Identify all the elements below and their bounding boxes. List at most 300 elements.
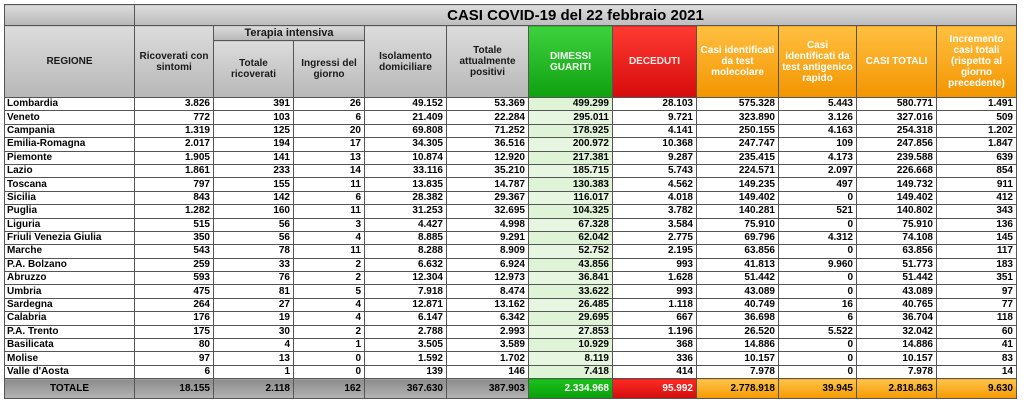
cell-dimessi-guariti: 10.929 (529, 339, 613, 352)
cell-casi-totali: 10.157 (857, 352, 937, 365)
cell-casi-totali: 149.402 (857, 191, 937, 204)
cell-dimessi-guariti: 104.325 (529, 205, 613, 218)
cell-regione: Valle d'Aosta (5, 365, 135, 378)
cell-totale-attualmente-positivi: 8.909 (447, 245, 529, 258)
cell-isolamento-domiciliare: 13.835 (365, 178, 447, 191)
cell-totale-attualmente-positivi: 146 (447, 365, 529, 378)
cell-ingressi-del-giorno: 4 (294, 298, 365, 311)
cell-casi-test-molecolare: 149.402 (697, 191, 779, 204)
header-dimessi-guariti: DIMESSI GUARITI (529, 26, 613, 98)
table-row (5, 298, 1017, 311)
cell-casi-test-molecolare: 63.856 (697, 245, 779, 258)
cell-casi-test-molecolare: 51.442 (697, 272, 779, 285)
cell-deceduti: 3.584 (613, 218, 697, 231)
cell-casi-totali: 51.442 (857, 272, 937, 285)
cell-deceduti: 1.118 (613, 298, 697, 311)
cell-dimessi-guariti: 116.017 (529, 191, 613, 204)
header-totale-attualmente-positivi: Totale attualmente positivi (447, 26, 529, 98)
cell-totale-attualmente-positivi: 14.787 (447, 178, 529, 191)
total-totale-attualmente-positivi: 387.903 (447, 379, 529, 399)
header-terapia-intensiva: Terapia intensiva (214, 26, 365, 41)
cell-totale-attualmente-positivi: 32.695 (447, 205, 529, 218)
cell-incremento-casi: 1.202 (937, 124, 1017, 137)
table-row (5, 365, 1017, 378)
cell-deceduti: 5.743 (613, 164, 697, 177)
table-row (5, 138, 1017, 151)
cell-isolamento-domiciliare: 69.808 (365, 124, 447, 137)
cell-ricoverati-con-sintomi: 350 (135, 231, 214, 244)
cell-ricoverati-con-sintomi: 97 (135, 352, 214, 365)
cell-totale-ricoverati: 13 (214, 352, 294, 365)
header-isolamento-domiciliare: Isolamento domiciliare (365, 26, 447, 98)
cell-incremento-casi: 83 (937, 352, 1017, 365)
cell-ingressi-del-giorno: 11 (294, 205, 365, 218)
cell-casi-test-antigenico: 0 (779, 365, 857, 378)
cell-isolamento-domiciliare: 31.253 (365, 205, 447, 218)
cell-casi-test-antigenico: 16 (779, 298, 857, 311)
cell-casi-test-molecolare: 10.157 (697, 352, 779, 365)
cell-regione: Veneto (5, 111, 135, 124)
cell-ingressi-del-giorno: 4 (294, 231, 365, 244)
cell-incremento-casi: 145 (937, 231, 1017, 244)
cell-ingressi-del-giorno: 11 (294, 178, 365, 191)
cell-casi-test-molecolare: 149.235 (697, 178, 779, 191)
cell-isolamento-domiciliare: 12.871 (365, 298, 447, 311)
cell-deceduti: 28.103 (613, 98, 697, 111)
cell-isolamento-domiciliare: 139 (365, 365, 447, 378)
cell-totale-ricoverati: 391 (214, 98, 294, 111)
cell-isolamento-domiciliare: 3.505 (365, 339, 447, 352)
cell-dimessi-guariti: 130.383 (529, 178, 613, 191)
cell-incremento-casi: 1.847 (937, 138, 1017, 151)
cell-totale-attualmente-positivi: 12.973 (447, 272, 529, 285)
cell-casi-test-antigenico: 3.126 (779, 111, 857, 124)
cell-incremento-casi: 412 (937, 191, 1017, 204)
cell-casi-totali: 36.704 (857, 312, 937, 325)
cell-ingressi-del-giorno: 2 (294, 272, 365, 285)
cell-regione: Marche (5, 245, 135, 258)
cell-regione: Campania (5, 124, 135, 137)
header-casi-totali: CASI TOTALI (857, 26, 937, 98)
cell-incremento-casi: 41 (937, 339, 1017, 352)
cell-regione: Calabria (5, 312, 135, 325)
cell-dimessi-guariti: 200.972 (529, 138, 613, 151)
header-ingressi-del-giorno: Ingressi del giorno (294, 41, 365, 98)
cell-totale-attualmente-positivi: 12.920 (447, 151, 529, 164)
cell-dimessi-guariti: 27.853 (529, 325, 613, 338)
cell-deceduti: 4.141 (613, 124, 697, 137)
total-casi-test-antigenico: 39.945 (779, 379, 857, 399)
cell-totale-ricoverati: 233 (214, 164, 294, 177)
cell-totale-ricoverati: 27 (214, 298, 294, 311)
cell-dimessi-guariti: 26.485 (529, 298, 613, 311)
totals-row (5, 379, 1017, 399)
cell-dimessi-guariti: 33.622 (529, 285, 613, 298)
cell-regione: Piemonte (5, 151, 135, 164)
cell-totale-ricoverati: 103 (214, 111, 294, 124)
cell-casi-test-molecolare: 224.571 (697, 164, 779, 177)
cell-casi-test-molecolare: 323.890 (697, 111, 779, 124)
cell-deceduti: 3.782 (613, 205, 697, 218)
cell-ricoverati-con-sintomi: 475 (135, 285, 214, 298)
cell-casi-totali: 239.588 (857, 151, 937, 164)
cell-casi-totali: 14.886 (857, 339, 937, 352)
cell-casi-test-molecolare: 75.910 (697, 218, 779, 231)
totals-label: TOTALE (5, 379, 135, 399)
cell-regione: Basilicata (5, 339, 135, 352)
cell-ingressi-del-giorno: 6 (294, 191, 365, 204)
cell-isolamento-domiciliare: 8.885 (365, 231, 447, 244)
cell-totale-attualmente-positivi: 4.998 (447, 218, 529, 231)
cell-casi-test-antigenico: 497 (779, 178, 857, 191)
cell-ingressi-del-giorno: 20 (294, 124, 365, 137)
table-row (5, 325, 1017, 338)
covid-cases-table (4, 4, 1017, 399)
cell-regione: Lombardia (5, 98, 135, 111)
cell-casi-test-antigenico: 0 (779, 272, 857, 285)
cell-totale-ricoverati: 194 (214, 138, 294, 151)
table-row (5, 164, 1017, 177)
header-deceduti: DECEDUTI (613, 26, 697, 98)
header-regione: REGIONE (5, 26, 135, 98)
cell-totale-attualmente-positivi: 35.210 (447, 164, 529, 177)
cell-ingressi-del-giorno: 26 (294, 98, 365, 111)
cell-ricoverati-con-sintomi: 80 (135, 339, 214, 352)
cell-totale-ricoverati: 30 (214, 325, 294, 338)
cell-regione: P.A. Trento (5, 325, 135, 338)
cell-casi-totali: 149.732 (857, 178, 937, 191)
cell-deceduti: 4.562 (613, 178, 697, 191)
cell-casi-totali: 43.089 (857, 285, 937, 298)
cell-ricoverati-con-sintomi: 1.905 (135, 151, 214, 164)
cell-ricoverati-con-sintomi: 1.319 (135, 124, 214, 137)
cell-ricoverati-con-sintomi: 1.861 (135, 164, 214, 177)
cell-regione: Liguria (5, 218, 135, 231)
cell-ricoverati-con-sintomi: 259 (135, 258, 214, 271)
table-title: CASI COVID-19 del 22 febbraio 2021 (135, 5, 1017, 26)
cell-casi-test-molecolare: 247.747 (697, 138, 779, 151)
cell-casi-test-antigenico: 2.097 (779, 164, 857, 177)
cell-ricoverati-con-sintomi: 2.017 (135, 138, 214, 151)
cell-isolamento-domiciliare: 21.409 (365, 111, 447, 124)
cell-ricoverati-con-sintomi: 797 (135, 178, 214, 191)
total-casi-test-molecolare: 2.778.918 (697, 379, 779, 399)
cell-deceduti: 414 (613, 365, 697, 378)
cell-casi-test-molecolare: 14.886 (697, 339, 779, 352)
cell-isolamento-domiciliare: 12.304 (365, 272, 447, 285)
cell-casi-totali: 74.108 (857, 231, 937, 244)
cell-totale-ricoverati: 1 (214, 365, 294, 378)
table-row (5, 111, 1017, 124)
cell-casi-totali: 226.668 (857, 164, 937, 177)
table-row (5, 285, 1017, 298)
table-row (5, 352, 1017, 365)
cell-totale-attualmente-positivi: 1.702 (447, 352, 529, 365)
total-isolamento-domiciliare: 367.630 (365, 379, 447, 399)
cell-dimessi-guariti: 178.925 (529, 124, 613, 137)
table-row (5, 124, 1017, 137)
cell-casi-test-molecolare: 69.796 (697, 231, 779, 244)
cell-totale-ricoverati: 19 (214, 312, 294, 325)
cell-casi-totali: 40.765 (857, 298, 937, 311)
cell-isolamento-domiciliare: 6.147 (365, 312, 447, 325)
cell-ricoverati-con-sintomi: 176 (135, 312, 214, 325)
cell-ricoverati-con-sintomi: 175 (135, 325, 214, 338)
cell-ingressi-del-giorno: 1 (294, 339, 365, 352)
cell-totale-ricoverati: 155 (214, 178, 294, 191)
cell-dimessi-guariti: 62.042 (529, 231, 613, 244)
table-row (5, 272, 1017, 285)
cell-casi-totali: 63.856 (857, 245, 937, 258)
cell-deceduti: 4.018 (613, 191, 697, 204)
cell-isolamento-domiciliare: 28.382 (365, 191, 447, 204)
total-ingressi-del-giorno: 162 (294, 379, 365, 399)
cell-ingressi-del-giorno: 0 (294, 365, 365, 378)
cell-incremento-casi: 136 (937, 218, 1017, 231)
cell-deceduti: 9.721 (613, 111, 697, 124)
cell-incremento-casi: 854 (937, 164, 1017, 177)
cell-totale-ricoverati: 141 (214, 151, 294, 164)
cell-dimessi-guariti: 52.752 (529, 245, 613, 258)
cell-casi-test-antigenico: 0 (779, 339, 857, 352)
cell-deceduti: 1.196 (613, 325, 697, 338)
cell-casi-totali: 327.016 (857, 111, 937, 124)
cell-ricoverati-con-sintomi: 593 (135, 272, 214, 285)
total-dimessi-guariti: 2.334.968 (529, 379, 613, 399)
cell-totale-ricoverati: 33 (214, 258, 294, 271)
cell-regione: Sardegna (5, 298, 135, 311)
table-corner (5, 5, 135, 26)
cell-casi-test-antigenico: 4.173 (779, 151, 857, 164)
cell-deceduti: 2.775 (613, 231, 697, 244)
cell-ingressi-del-giorno: 2 (294, 258, 365, 271)
cell-deceduti: 9.287 (613, 151, 697, 164)
cell-deceduti: 993 (613, 258, 697, 271)
cell-totale-attualmente-positivi: 6.342 (447, 312, 529, 325)
cell-ricoverati-con-sintomi: 6 (135, 365, 214, 378)
cell-casi-test-antigenico: 0 (779, 191, 857, 204)
cell-casi-test-molecolare: 235.415 (697, 151, 779, 164)
cell-casi-totali: 51.773 (857, 258, 937, 271)
cell-ingressi-del-giorno: 3 (294, 218, 365, 231)
cell-dimessi-guariti: 217.381 (529, 151, 613, 164)
cell-dimessi-guariti: 67.328 (529, 218, 613, 231)
cell-casi-test-molecolare: 140.281 (697, 205, 779, 218)
cell-ingressi-del-giorno: 4 (294, 312, 365, 325)
cell-casi-test-molecolare: 36.698 (697, 312, 779, 325)
cell-incremento-casi: 1.491 (937, 98, 1017, 111)
cell-casi-totali: 580.771 (857, 98, 937, 111)
cell-totale-ricoverati: 56 (214, 218, 294, 231)
cell-casi-totali: 75.910 (857, 218, 937, 231)
cell-totale-ricoverati: 142 (214, 191, 294, 204)
cell-dimessi-guariti: 185.715 (529, 164, 613, 177)
cell-totale-attualmente-positivi: 29.367 (447, 191, 529, 204)
table-row (5, 205, 1017, 218)
cell-casi-test-molecolare: 40.749 (697, 298, 779, 311)
header-ricoverati-con-sintomi: Ricoverati con sintomi (135, 26, 214, 98)
cell-casi-test-antigenico: 521 (779, 205, 857, 218)
cell-totale-attualmente-positivi: 6.924 (447, 258, 529, 271)
cell-dimessi-guariti: 7.418 (529, 365, 613, 378)
cell-regione: Abruzzo (5, 272, 135, 285)
cell-deceduti: 667 (613, 312, 697, 325)
cell-totale-ricoverati: 160 (214, 205, 294, 218)
cell-isolamento-domiciliare: 7.918 (365, 285, 447, 298)
cell-totale-attualmente-positivi: 8.474 (447, 285, 529, 298)
cell-dimessi-guariti: 29.695 (529, 312, 613, 325)
cell-ingressi-del-giorno: 14 (294, 164, 365, 177)
cell-incremento-casi: 911 (937, 178, 1017, 191)
cell-regione: Puglia (5, 205, 135, 218)
cell-totale-attualmente-positivi: 3.589 (447, 339, 529, 352)
cell-totale-attualmente-positivi: 53.369 (447, 98, 529, 111)
cell-incremento-casi: 77 (937, 298, 1017, 311)
cell-isolamento-domiciliare: 8.288 (365, 245, 447, 258)
table-row (5, 258, 1017, 271)
cell-casi-totali: 7.978 (857, 365, 937, 378)
cell-incremento-casi: 14 (937, 365, 1017, 378)
cell-totale-ricoverati: 81 (214, 285, 294, 298)
cell-incremento-casi: 639 (937, 151, 1017, 164)
cell-incremento-casi: 97 (937, 285, 1017, 298)
cell-ingressi-del-giorno: 6 (294, 111, 365, 124)
cell-totale-ricoverati: 125 (214, 124, 294, 137)
cell-incremento-casi: 509 (937, 111, 1017, 124)
cell-casi-test-molecolare: 575.328 (697, 98, 779, 111)
table-row (5, 231, 1017, 244)
cell-casi-test-antigenico: 0 (779, 218, 857, 231)
cell-regione: Toscana (5, 178, 135, 191)
cell-ingressi-del-giorno: 2 (294, 325, 365, 338)
cell-totale-ricoverati: 4 (214, 339, 294, 352)
cell-regione: Umbria (5, 285, 135, 298)
cell-dimessi-guariti: 8.119 (529, 352, 613, 365)
table-body (5, 98, 1017, 379)
total-totale-ricoverati: 2.118 (214, 379, 294, 399)
cell-deceduti: 2.195 (613, 245, 697, 258)
cell-casi-test-antigenico: 5.443 (779, 98, 857, 111)
cell-casi-totali: 140.802 (857, 205, 937, 218)
cell-casi-totali: 254.318 (857, 124, 937, 137)
cell-dimessi-guariti: 295.011 (529, 111, 613, 124)
cell-casi-totali: 247.856 (857, 138, 937, 151)
cell-casi-test-molecolare: 7.978 (697, 365, 779, 378)
cell-casi-test-antigenico: 0 (779, 245, 857, 258)
cell-isolamento-domiciliare: 2.788 (365, 325, 447, 338)
cell-incremento-casi: 183 (937, 258, 1017, 271)
total-incremento-casi: 9.630 (937, 379, 1017, 399)
cell-ricoverati-con-sintomi: 264 (135, 298, 214, 311)
cell-regione: P.A. Bolzano (5, 258, 135, 271)
cell-casi-test-antigenico: 0 (779, 352, 857, 365)
cell-totale-attualmente-positivi: 71.252 (447, 124, 529, 137)
cell-ricoverati-con-sintomi: 543 (135, 245, 214, 258)
cell-casi-test-antigenico: 9.960 (779, 258, 857, 271)
cell-incremento-casi: 351 (937, 272, 1017, 285)
cell-incremento-casi: 117 (937, 245, 1017, 258)
table-row (5, 339, 1017, 352)
total-casi-totali: 2.818.863 (857, 379, 937, 399)
cell-totale-attualmente-positivi: 2.993 (447, 325, 529, 338)
cell-casi-test-antigenico: 4.312 (779, 231, 857, 244)
cell-regione: Emilia-Romagna (5, 138, 135, 151)
cell-casi-test-molecolare: 43.089 (697, 285, 779, 298)
cell-totale-attualmente-positivi: 13.162 (447, 298, 529, 311)
cell-totale-ricoverati: 78 (214, 245, 294, 258)
cell-casi-test-antigenico: 4.163 (779, 124, 857, 137)
table-row (5, 191, 1017, 204)
header-incremento-casi: Incremento casi totali (rispetto al giorno precedente) (937, 26, 1017, 98)
cell-isolamento-domiciliare: 6.632 (365, 258, 447, 271)
cell-isolamento-domiciliare: 33.116 (365, 164, 447, 177)
cell-ricoverati-con-sintomi: 515 (135, 218, 214, 231)
cell-casi-test-antigenico: 0 (779, 285, 857, 298)
cell-deceduti: 993 (613, 285, 697, 298)
cell-dimessi-guariti: 36.841 (529, 272, 613, 285)
cell-totale-ricoverati: 56 (214, 231, 294, 244)
total-ricoverati-con-sintomi: 18.155 (135, 379, 214, 399)
cell-regione: Sicilia (5, 191, 135, 204)
cell-isolamento-domiciliare: 10.874 (365, 151, 447, 164)
cell-deceduti: 336 (613, 352, 697, 365)
cell-ingressi-del-giorno: 0 (294, 352, 365, 365)
cell-incremento-casi: 118 (937, 312, 1017, 325)
cell-casi-totali: 32.042 (857, 325, 937, 338)
cell-isolamento-domiciliare: 1.592 (365, 352, 447, 365)
cell-isolamento-domiciliare: 4.427 (365, 218, 447, 231)
cell-incremento-casi: 60 (937, 325, 1017, 338)
cell-dimessi-guariti: 499.299 (529, 98, 613, 111)
cell-isolamento-domiciliare: 34.305 (365, 138, 447, 151)
table-row (5, 245, 1017, 258)
table-row (5, 312, 1017, 325)
cell-totale-attualmente-positivi: 9.291 (447, 231, 529, 244)
cell-casi-test-antigenico: 5.522 (779, 325, 857, 338)
cell-ingressi-del-giorno: 5 (294, 285, 365, 298)
table-row (5, 98, 1017, 111)
cell-ricoverati-con-sintomi: 772 (135, 111, 214, 124)
cell-ingressi-del-giorno: 13 (294, 151, 365, 164)
cell-isolamento-domiciliare: 49.152 (365, 98, 447, 111)
cell-deceduti: 10.368 (613, 138, 697, 151)
cell-incremento-casi: 343 (937, 205, 1017, 218)
cell-casi-test-molecolare: 250.155 (697, 124, 779, 137)
cell-totale-ricoverati: 76 (214, 272, 294, 285)
header-casi-test-antigenico: Casi identificati da test antigenico rapido (779, 26, 857, 98)
cell-regione: Molise (5, 352, 135, 365)
cell-totale-attualmente-positivi: 22.284 (447, 111, 529, 124)
cell-regione: Lazio (5, 164, 135, 177)
cell-casi-test-antigenico: 6 (779, 312, 857, 325)
cell-casi-test-molecolare: 26.520 (697, 325, 779, 338)
total-deceduti: 95.992 (613, 379, 697, 399)
cell-casi-test-antigenico: 109 (779, 138, 857, 151)
cell-regione: Friuli Venezia Giulia (5, 231, 135, 244)
cell-ricoverati-con-sintomi: 843 (135, 191, 214, 204)
table-row (5, 151, 1017, 164)
cell-dimessi-guariti: 43.856 (529, 258, 613, 271)
cell-casi-test-molecolare: 41.813 (697, 258, 779, 271)
cell-deceduti: 368 (613, 339, 697, 352)
cell-ricoverati-con-sintomi: 1.282 (135, 205, 214, 218)
cell-ricoverati-con-sintomi: 3.826 (135, 98, 214, 111)
table-row (5, 178, 1017, 191)
table-row (5, 218, 1017, 231)
header-totale-ricoverati: Totale ricoverati (214, 41, 294, 98)
cell-ingressi-del-giorno: 11 (294, 245, 365, 258)
header-casi-test-molecolare: Casi identificati da test molecolare (697, 26, 779, 98)
